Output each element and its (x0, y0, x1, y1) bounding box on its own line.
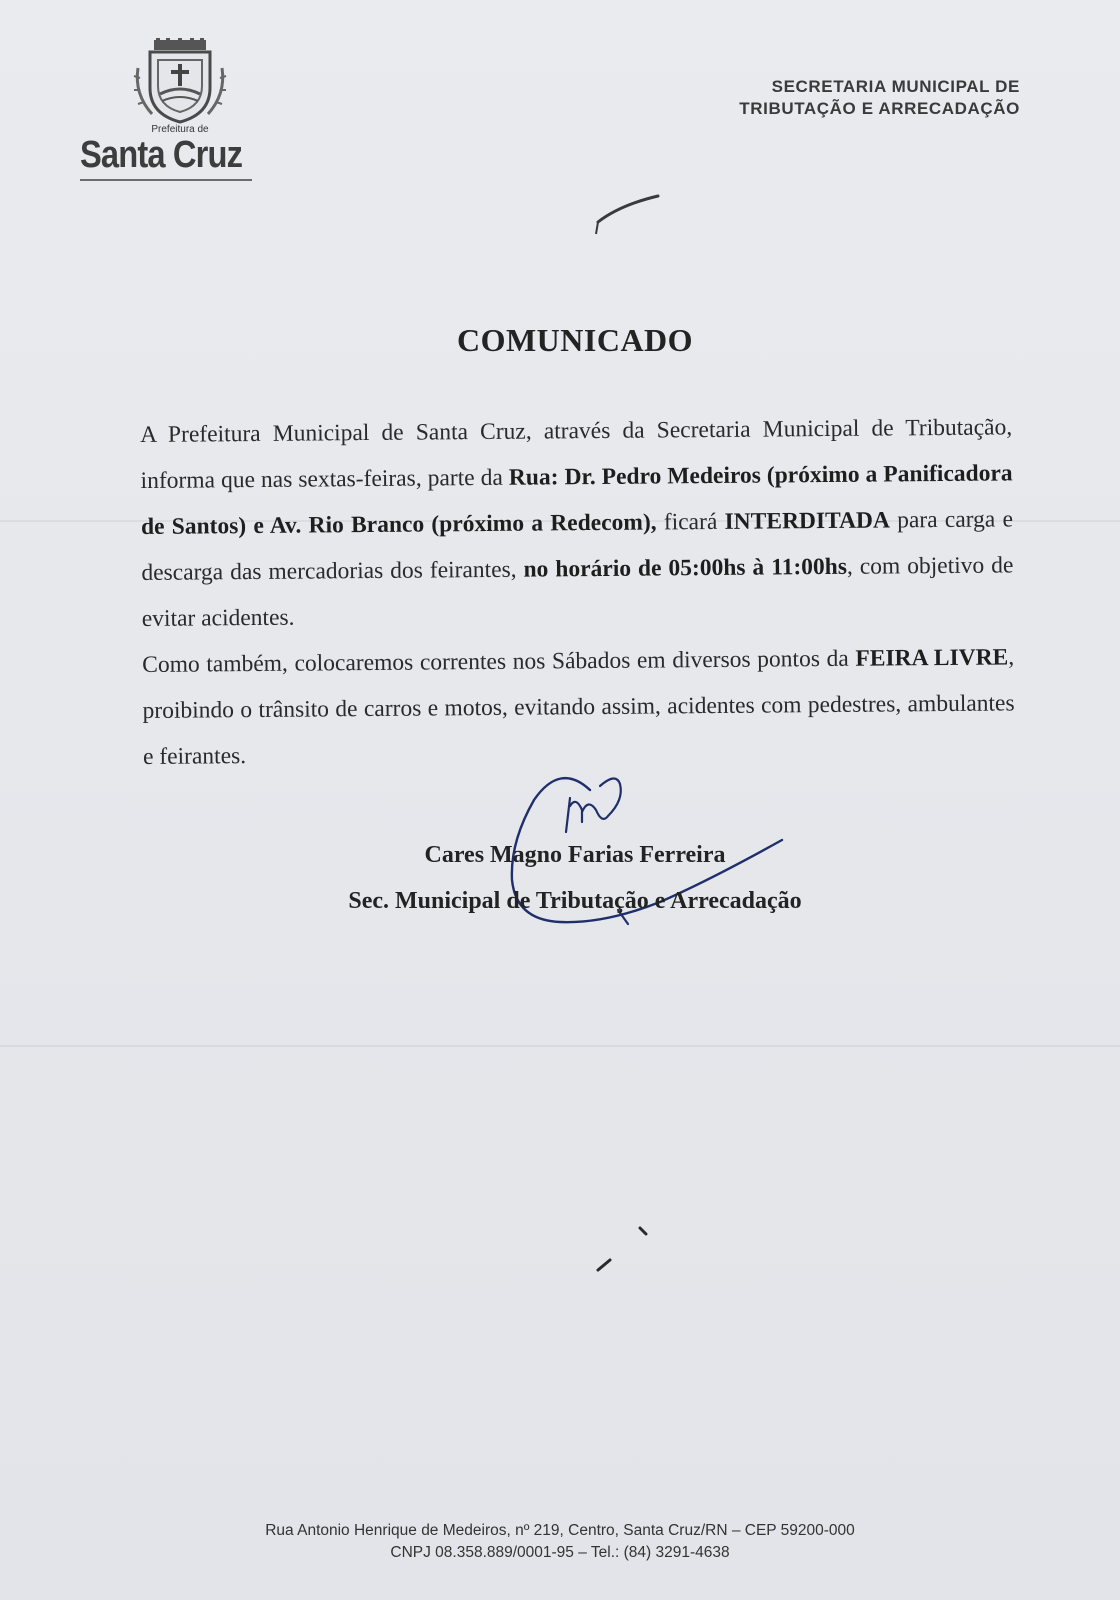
footer-address: Rua Antonio Henrique de Medeiros, nº 219, Centro, Santa Cruz/RN – CEP 59200-000 (265, 1522, 855, 1539)
emphasized-text: FEIRA LIVRE (855, 644, 1009, 672)
logo-small-text: Prefeitura de (151, 124, 209, 135)
body-text-run: A Prefeitura Municipal de Santa Cruz, através da Secretaria Municipal de Tributação, informa que nas sextas-feiras, parte da (140, 414, 1013, 494)
body-text-run: para carga e descarga das mercadorias dos feirantes, (141, 506, 1014, 586)
secretaria-line-1: SECRETARIA MUNICIPAL DE (771, 77, 1020, 96)
signatory-role: Sec. Municipal de Tributação e Arrecadação (348, 888, 802, 914)
body-text-run: Como também, colocaremos correntes nos Sábados em diversos pontos da (142, 645, 856, 678)
emphasized-text: Rua: Dr. Pedro Medeiros (próximo a Panificadora de Santos) e Av. Rio Branco (próximo a Redecom), (140, 460, 1013, 540)
body-text-run: ficará (656, 508, 725, 536)
emphasized-text: no horário de 05:00hs à 11:00hs (523, 553, 848, 583)
document-title: COMUNICADO (456, 322, 694, 358)
body-text-run: , proibindo o trânsito de carros e motos, evitando assim, acidentes com pedestres, ambulantes e feirantes. (142, 644, 1015, 770)
footer-contact: CNPJ 08.358.889/0001-95 – Tel.: (84) 3291-4638 (390, 1544, 730, 1561)
body-text-run: , com objetivo de evitar acidentes. (141, 552, 1014, 632)
emphasized-text: INTERDITADA (724, 507, 891, 535)
footer (0, 1520, 1120, 1564)
secretaria-line-2: TRIBUTAÇÃO E ARRECADAÇÃO (739, 99, 1020, 118)
signatory-name: Cares Magno Farias Ferreira (424, 842, 726, 868)
logo-name: Santa Cruz (80, 134, 252, 181)
